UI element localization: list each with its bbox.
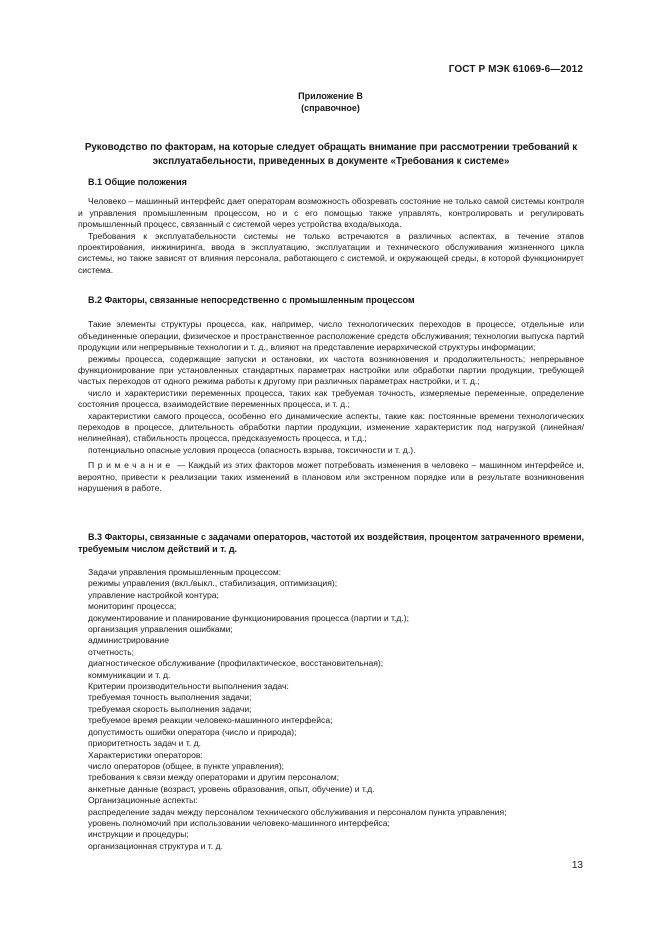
list-item: администрирование xyxy=(88,635,169,646)
list-item: требуемое время реакции человеко-машинного интерфейса; xyxy=(88,715,333,726)
list-item: организационная структура и т. д. xyxy=(88,840,223,851)
paragraph: потенциально опасные условия процесса (опасность взрыва, токсичности и т. д.). xyxy=(88,444,416,455)
standard-header: ГОСТ Р МЭК 61069-6—2012 xyxy=(448,64,583,75)
annex-title: Приложение В xyxy=(298,91,363,101)
list-item: требования к связи между операторами и другим персоналом; xyxy=(88,772,340,783)
list-item: Критерии производительности выполнения задач: xyxy=(88,681,289,692)
document-title: Руководство по факторам, на которые следует обращать внимание при рассмотрении требований к эксплуатабельности, приведенных в документе «Требования к системе» xyxy=(84,142,578,167)
list-item: инструкции и процедуры; xyxy=(88,829,189,840)
section-b1 xyxy=(78,177,584,276)
section-b2 xyxy=(78,295,584,495)
paragraph: Человеко – машинный интерфейс дает операторам возможность обозревать состояние не только самой системы контроля и управления промышленным процессом, но и с его помощью также управлять, контролировать и регулировать промышленный процесс, связанный с системой через устройства входа/выхода. xyxy=(78,196,584,230)
list-item: управление настройкой контура; xyxy=(88,589,219,600)
note-label: Примечание xyxy=(88,460,174,471)
list-item: отчетность; xyxy=(88,646,135,657)
list-item: коммуникации и т. д. xyxy=(88,669,171,680)
annex-heading xyxy=(0,91,661,114)
paragraph: число и характеристики переменных процесса, таких как требуемая точность, измеряемые переменные, определение состояния процесса, взаимодействие переменных процесса, и т. д.; xyxy=(78,387,584,410)
paragraph: Такие элементы структуры процесса, как, например, число технологических переходов в процессе, отдельные или объединенные операции, физическое и пространственное расположение средств обслуживания; технологии выпуска партий продукции или непрерывные технологии и т. д., влияют на представление иерархической структуры информации; xyxy=(78,319,584,353)
list-item: распределение задач между персоналом технического обслуживания и персоналом пункта управления; xyxy=(88,806,507,817)
list-item: требуемая точность выполнения задачи; xyxy=(88,692,252,703)
list-item: требуемая скорость выполнения задачи; xyxy=(88,703,252,714)
section-heading: В.3 Факторы, связанные с задачами операторов, частотой их воздействия, процентом затраченного времени, требуемым числом действий и т. д. xyxy=(78,532,584,555)
section-b3 xyxy=(78,531,584,555)
list-item: организация управления ошибками; xyxy=(88,624,233,635)
section-heading: В.2 Факторы, связанные непосредственно с промышленным процессом xyxy=(88,295,415,305)
factor-list xyxy=(88,567,588,852)
list-item: режимы управления (вкл./выкл., стабилизация, оптимизация); xyxy=(88,578,338,589)
section-heading: В.1 Общие положения xyxy=(88,177,187,187)
list-item: уровень полномочий при использовании человеко-машинного интерфейса; xyxy=(88,817,390,828)
list-item: приоритетность задач и т. д. xyxy=(88,738,202,749)
list-item: Характеристики операторов: xyxy=(88,749,203,760)
list-item: Организационные аспекты: xyxy=(88,795,198,806)
list-item: допустимость ошибки оператора (число и природа); xyxy=(88,726,297,737)
note-text: — Каждый из этих факторов может потребовать изменения в человеко – машинном интерфейсе и, вероятно, привести к реализации таких изменений в плановом или экстренном порядке или в результате возникновения нарушения в работе. xyxy=(78,460,584,494)
list-item: документирование и планирование функционирования процесса (партии и т.д.); xyxy=(88,612,410,623)
list-item: диагностическое обслуживание (профилактическое, восстановительная); xyxy=(88,658,384,669)
note xyxy=(78,460,584,494)
list-item: число операторов (общее, в пункте управления); xyxy=(88,760,285,771)
list-item: анкетные данные (возраст, уровень образования, опыт, обучение) и т.д. xyxy=(88,783,375,794)
list-item: мониторинг процесса; xyxy=(88,601,177,612)
annex-subtitle: (справочное) xyxy=(301,102,360,113)
page-number: 13 xyxy=(571,860,583,871)
paragraph: режимы процесса, содержащие запуски и остановки, их частота возникновения и продолжительность; непрерывное функционирование при установленных стандартных параметрах настройки или обработки партии продукции, требующей частых переходов от одного режима работы к другому при различных параметрах настройки, и т. д.; xyxy=(78,353,584,387)
paragraph: Требования к эксплуатабельности системы не только встречаются в различных аспектах, в течение этапов проектирования, инжиниринга, ввода в эксплуатацию, эксплуатации и технического обслуживания жизненного цикла системы, но также зависят от влияния персонала, работающего с системой, и окружающей среды, в которой функционирует система. xyxy=(78,230,584,275)
paragraph: характеристики самого процесса, особенно его динамические аспекты, такие как: постоянные времени технологических переходов в процессе, длительность обработки партии продукции, изменение характеристик под нагрузкой (линейная/нелинейная), стабильность процесса, предсказуемость процесса, и т.д.; xyxy=(78,410,584,444)
list-item: Задачи управления промышленным процессом: xyxy=(88,567,282,577)
